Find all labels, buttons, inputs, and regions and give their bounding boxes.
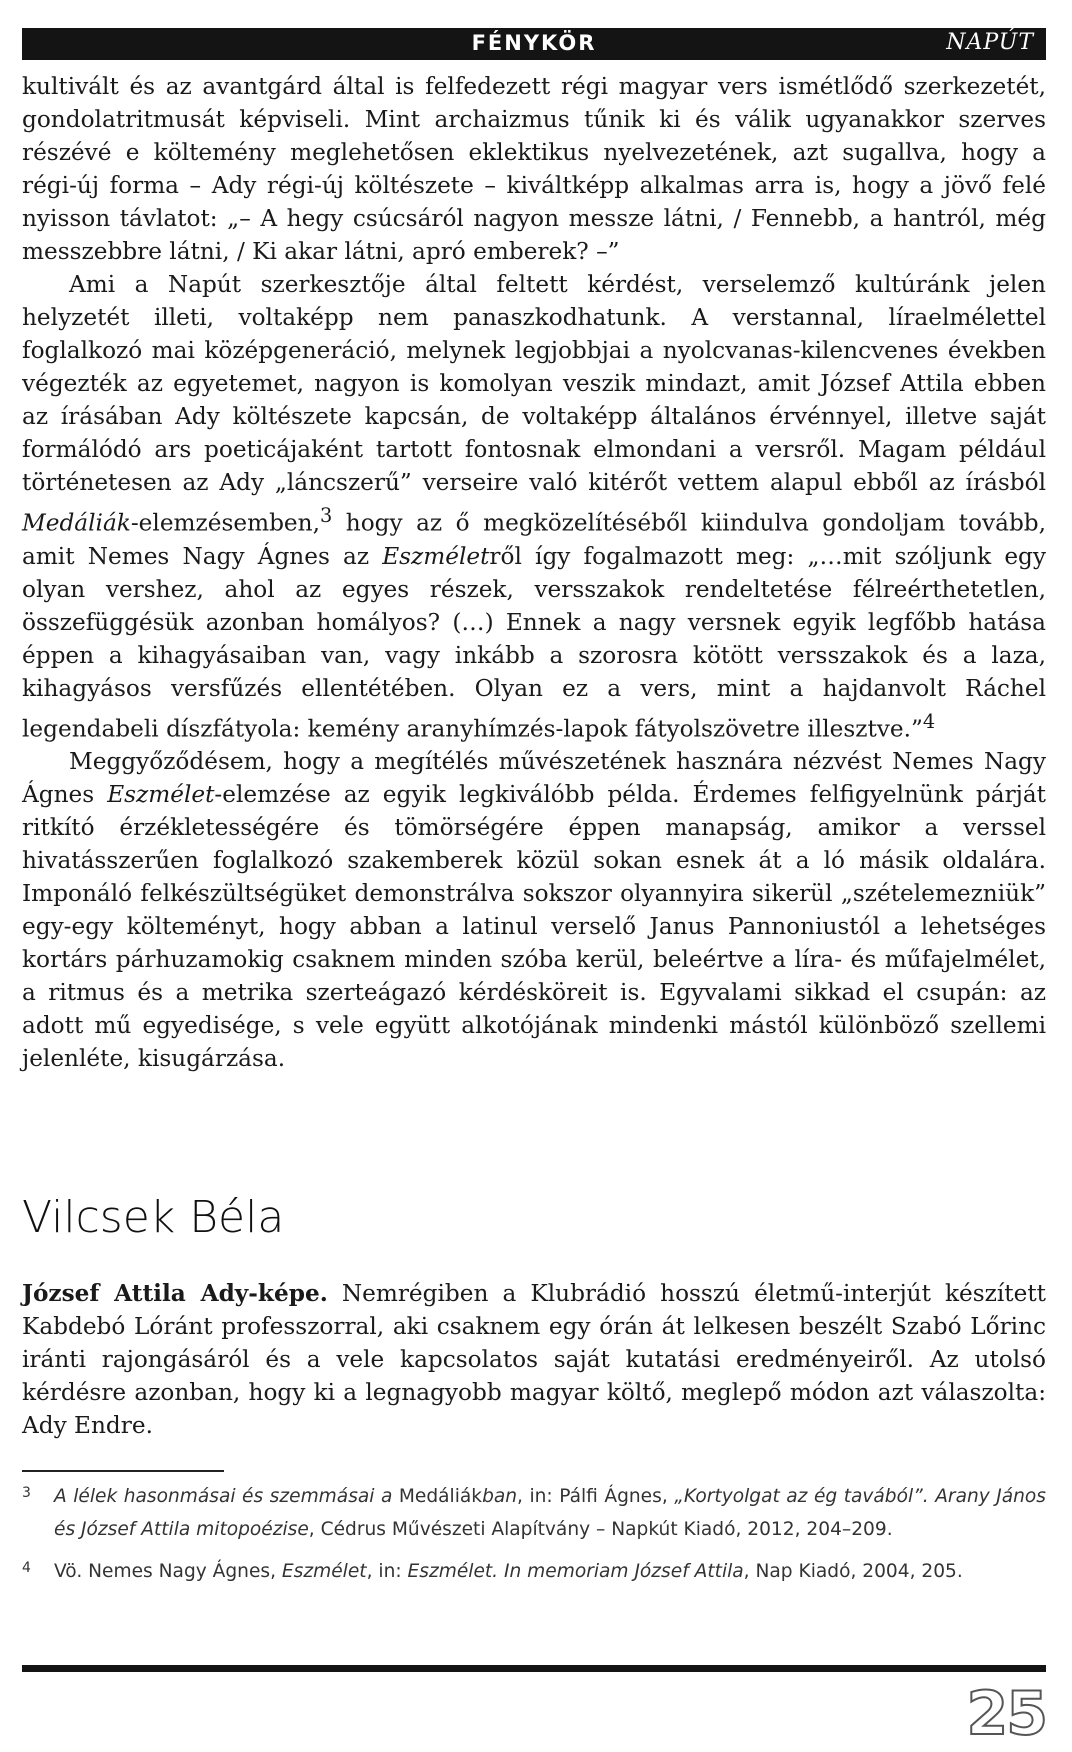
bottom-rule bbox=[22, 1665, 1046, 1672]
article-text: Nemrégiben a Klubrádió hosszú életmű-interjút készített Kabdebó Lóránt professzorral, aki csaknem egy órán át lelkesen beszélt Szabó Lőrinc iránti rajongásáról és a vele kapcsolatos saját kutatási eredményeiről. Az utolsó kérdésre azonban, hogy ki a legnagyobb magyar költő, meglepő módon azt válaszolta: Ady Endre. bbox=[22, 1280, 1046, 1439]
footnote-number: 3 bbox=[22, 1485, 31, 1501]
section-title: FÉNYKÖR bbox=[471, 31, 597, 55]
author-heading: Vilcsek Béla bbox=[22, 1192, 285, 1243]
footnote-ref-3[interactable]: 3 bbox=[319, 504, 333, 527]
paragraph-3: Meggyőződésem, hogy a megítélés művészetének hasznára nézvést Nemes Nagy Ágnes Eszmélet-elemzése az egyik legkiválóbb példa. Érdemes felfigyelnünk párját ritkító érzékletességére és tömörségére éppen manapság, amikor a verssel hivatásszerűen foglalkozó szakemberek közül sokan esnek át a ló másik oldalára. Imponáló felkészültségüket demonstrálva sokszor olyannyira sikerül „szételemezniük” egy-egy költeményt, hogy abban a latinul verselő Janus Pannoniustól a lehetséges kortárs párhuzamokig csaknem minden szóba kerül, beleértve a líra- és műfajelmélet, a ritmus és a metrika szerteágazó kérdésköreit is. Egyvalami sikkad el csupán: az adott mű egyedisége, s vele együtt alkotójának mindenki mástól különböző szellemi jelenléte, kisugárzása. bbox=[22, 748, 1047, 1073]
journal-logo: NAPÚT bbox=[946, 30, 1034, 55]
footnote-divider bbox=[22, 1470, 224, 1472]
paragraph-2: Ami a Napút szerkesztője által feltett kérdést, verselemző kultúránk jelen helyzetét illeti, voltaképp nem panaszkodhatunk. A verstannal, líraelmélettel foglalkozó mai középgeneráció, melynek legjobbjai a nyolcvanas-kilencvenes években végezték az egyetemet, nagyon is komolyan veszik mindazt, amit József Attila ebben az írásában Ady költészete kapcsán, de voltaképp általános érvénnyel, illetve saját formálódó ars poeticájaként tartott fontosnak elmondani a versről. Magam például történetesen az Ady „láncszerű” verseire való kitérőt vettem alapul ebből az írásból Medáliák-elemzésemben,$^3$ hogy az ő megközelítéséből kiindulva gondoljam tovább, amit Nemes Nagy Ágnes az Eszméletről így fogalmazott meg: „…mit szóljunk egy olyan vershez, ahol az egyes részek, versszakok rendeltetése félreérthetetlen, összefüggésük azonban homályos? (…) Ennek a nagy versnek egyik legfőbb hatása éppen a kihagyásaiban van, vagy inkább a szorosra kötött versszakok és a laza, kihagyásos versfűzés ellentétében. Olyan ez a vers, mint a hajdanvolt Ráchel legendabeli díszfátyola: kemény aranyhímzés-lapok fátyolszövetre illesztve.”$^4$ bbox=[22, 271, 1046, 743]
footnote-3: 3 A lélek hasonmásai és szemmásai a Medáliákban, in: Pálfi Ágnes, „Kortyolgat az ég tavából”. Arany János és József Attila mitopoézise, Cédrus Művészeti Alapítvány – Napkút Kiadó, 2012, 204–209. bbox=[22, 1480, 1046, 1546]
footnotes bbox=[22, 1480, 1046, 1597]
title-eszmelet: Eszmélet bbox=[107, 781, 215, 809]
running-header bbox=[22, 28, 1046, 60]
article-intro bbox=[22, 1277, 1046, 1442]
title-medaliak: Medáliák bbox=[22, 509, 131, 537]
title-eszmelet: Eszmélet bbox=[382, 542, 490, 570]
page-number: 25 bbox=[966, 1679, 1046, 1749]
paragraph-1: kultivált és az avantgárd által is felfedezett régi magyar vers ismétlődő szerkezetét, gondolatritmusát képviseli. Mint archaizmus tűnik ki és válik ugyanakkor szerves részévé e költemény meglehetősen eklektikus nyelvezetének, azt sugallva, hogy a régi-új forma – Ady régi-új költészete – kiváltképp alkalmas arra is, hogy a jövő felé nyisson távlatot: „– A hegy csúcsáról nagyon messze látni, / Fennebb, a hantról, még messzebbre látni, / Ki akar látni, apró emberek? –” bbox=[22, 73, 1046, 265]
footnote-4: 4 Vö. Nemes Nagy Ágnes, Eszmélet, in: Eszmélet. In memoriam József Attila, Nap Kiadó, 2004, 205. bbox=[22, 1555, 1046, 1588]
body-text bbox=[22, 70, 1046, 1075]
article-title: József Attila Ady-képe. bbox=[22, 1280, 328, 1307]
footnote-number: 4 bbox=[22, 1560, 31, 1576]
footnote-ref-4[interactable]: 4 bbox=[922, 709, 936, 733]
